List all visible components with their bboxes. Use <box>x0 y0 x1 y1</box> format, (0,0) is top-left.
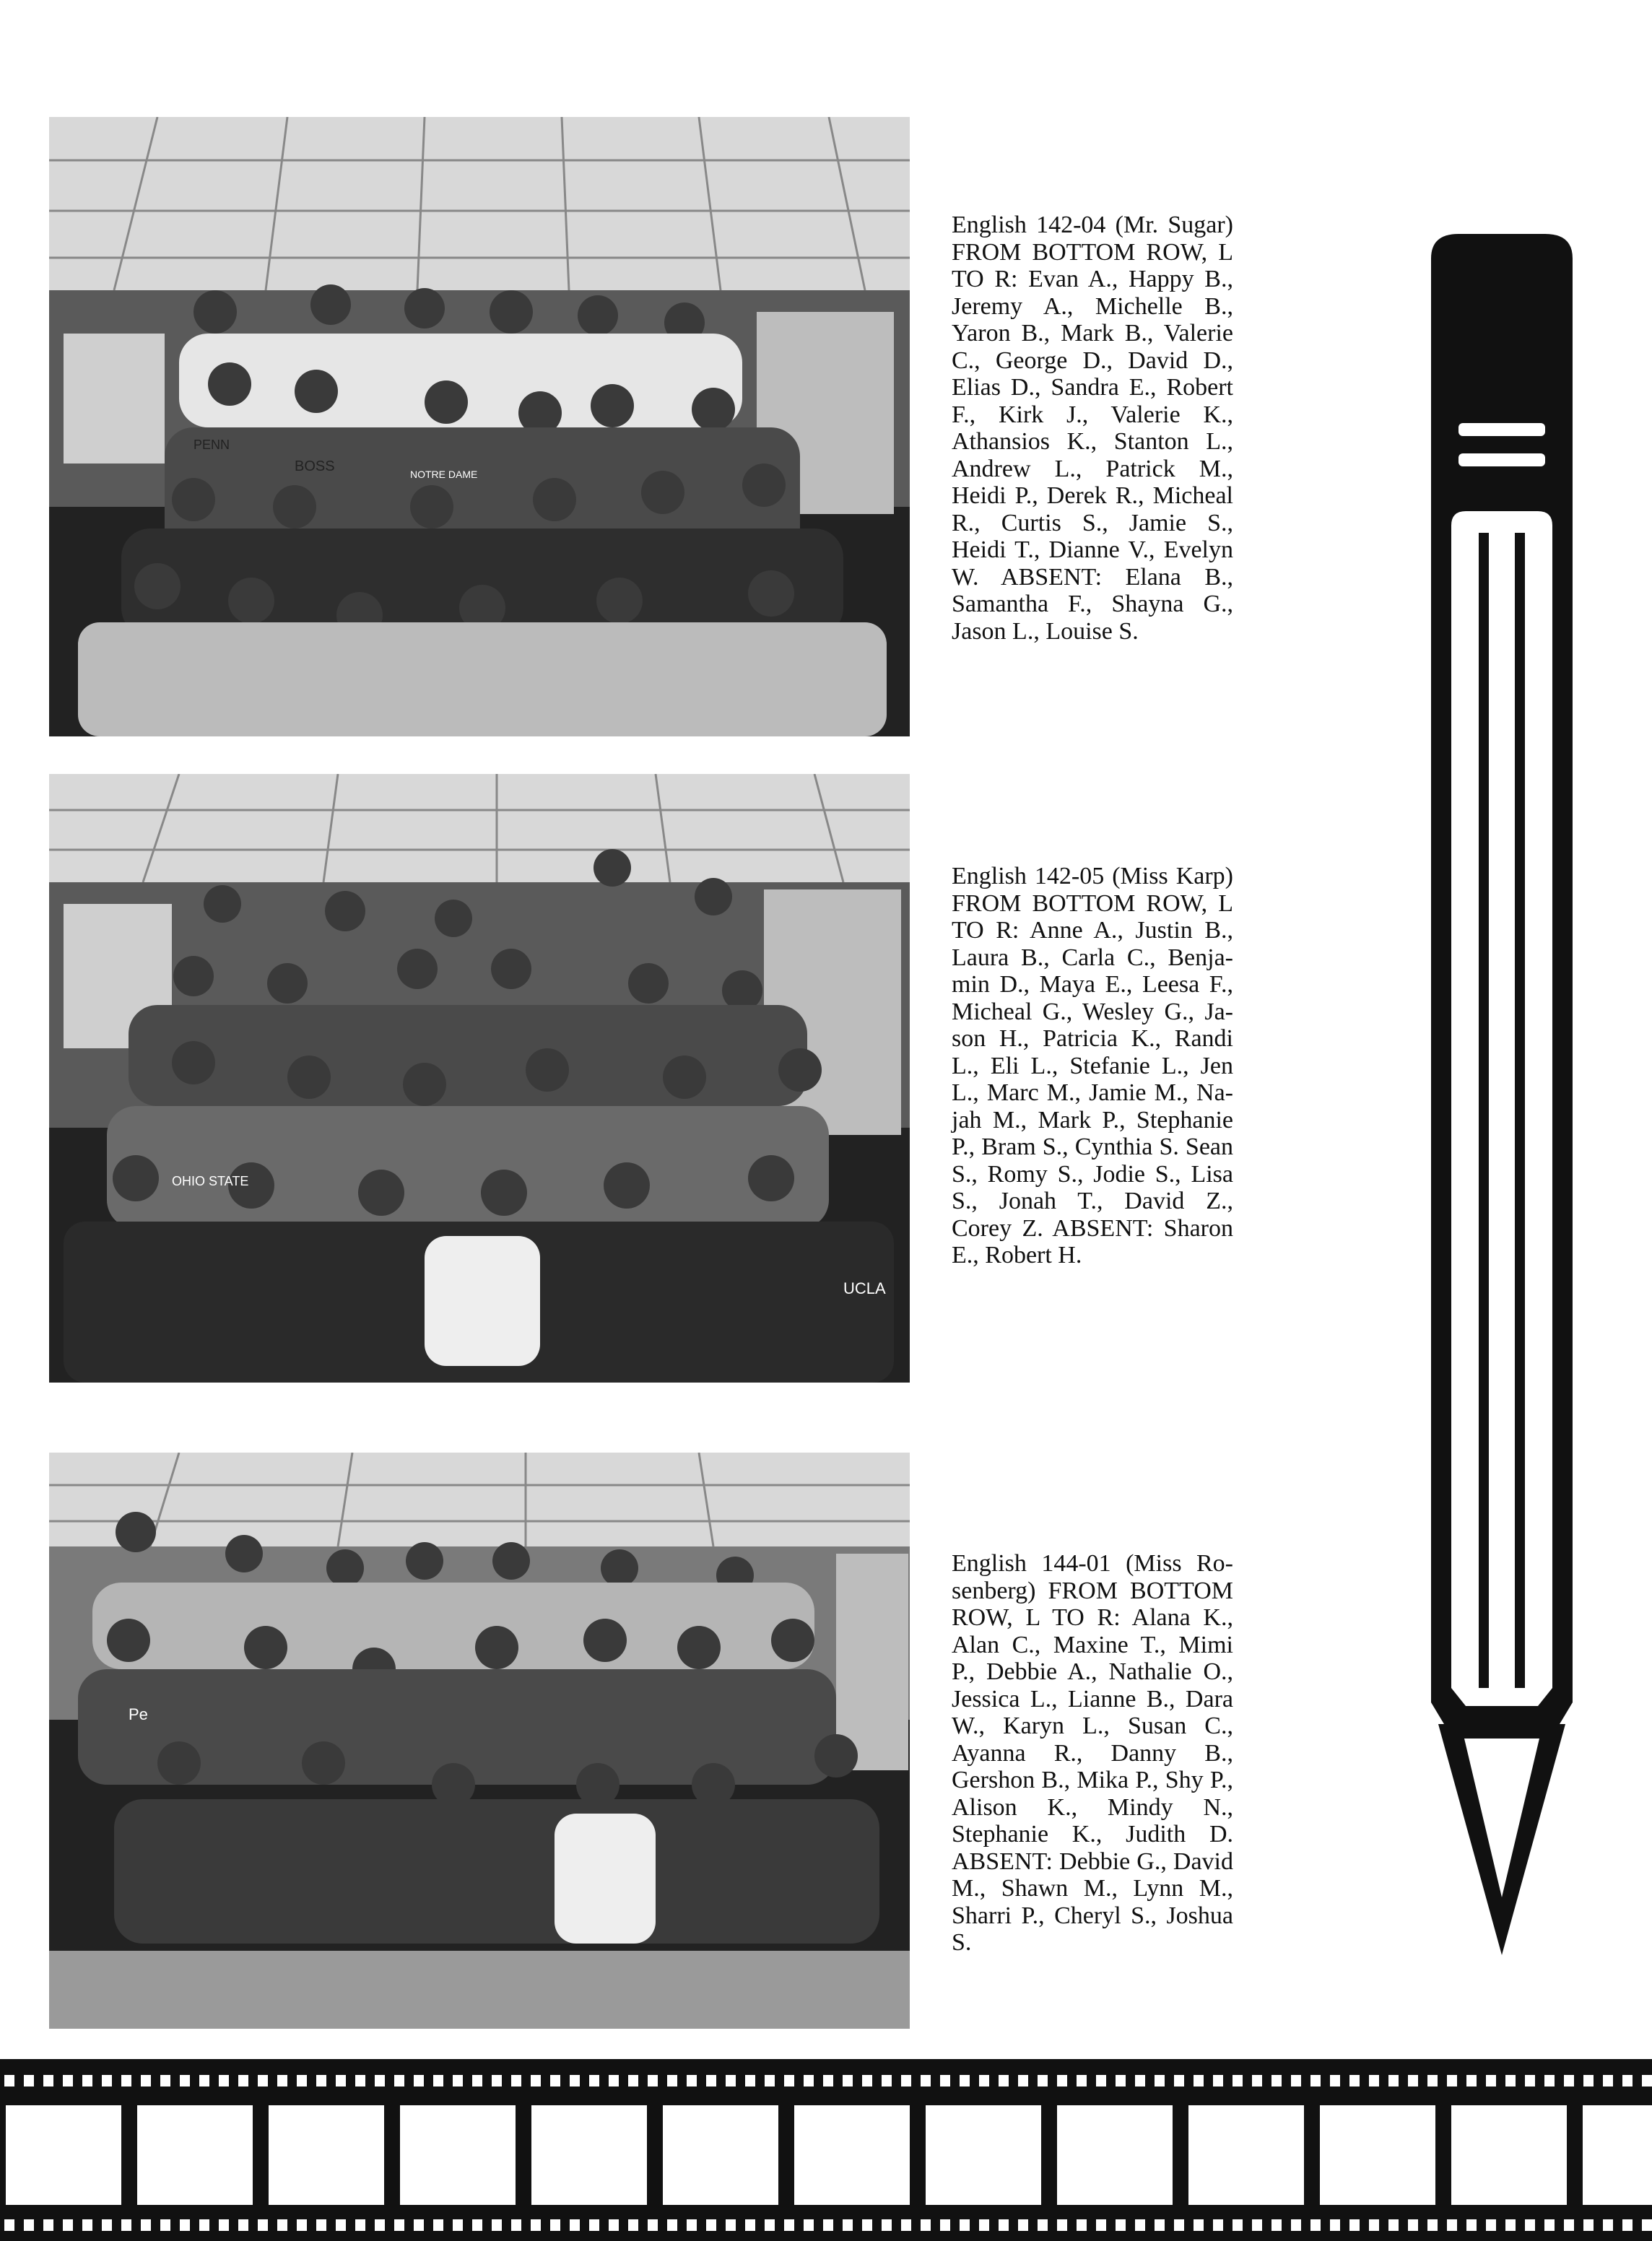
class-photo-english-144-01 <box>49 1453 910 2029</box>
film-perforation <box>589 2075 599 2086</box>
film-perforation <box>784 2219 794 2231</box>
film-perforation <box>219 2075 229 2086</box>
film-perforation <box>1116 2075 1126 2086</box>
film-perforation <box>1642 2075 1652 2086</box>
film-perforation <box>1310 2219 1321 2231</box>
film-perforation <box>1564 2219 1574 2231</box>
film-perforation <box>1057 2219 1067 2231</box>
film-perforation <box>1525 2219 1535 2231</box>
film-perforation <box>1194 2075 1204 2086</box>
film-perforation <box>1018 2219 1028 2231</box>
film-perforation <box>999 2219 1009 2231</box>
film-perforation <box>258 2075 268 2086</box>
film-perforation <box>648 2219 658 2231</box>
film-perforation <box>1310 2075 1321 2086</box>
film-perforation <box>784 2075 794 2086</box>
film-perforation <box>1622 2219 1633 2231</box>
film-perforation <box>180 2219 190 2231</box>
film-perforation <box>4 2219 14 2231</box>
film-perforation <box>394 2075 404 2086</box>
film-perforation <box>804 2075 814 2086</box>
film-perforation <box>258 2219 268 2231</box>
film-perforation <box>121 2219 131 2231</box>
film-perforation <box>453 2075 463 2086</box>
group-photo-image <box>49 1453 910 2029</box>
film-perforation <box>1155 2219 1165 2231</box>
film-perforation <box>1252 2219 1262 2231</box>
film-perforation <box>1213 2075 1223 2086</box>
film-perforation <box>589 2219 599 2231</box>
film-perforation <box>1038 2075 1048 2086</box>
film-perforation <box>63 2219 73 2231</box>
film-perforation <box>277 2219 287 2231</box>
film-perforation <box>1544 2219 1555 2231</box>
film-perforation <box>355 2075 365 2086</box>
film-perforation <box>921 2075 931 2086</box>
film-perforation <box>882 2075 892 2086</box>
film-perforation <box>1369 2219 1379 2231</box>
film-perforation <box>823 2219 833 2231</box>
film-perforation <box>550 2219 560 2231</box>
film-perforation <box>297 2075 307 2086</box>
film-perforation <box>628 2075 638 2086</box>
film-perforation <box>1583 2075 1594 2086</box>
film-perforation <box>882 2219 892 2231</box>
film-perforation <box>472 2075 482 2086</box>
film-perforation <box>414 2075 424 2086</box>
film-perforation <box>570 2075 580 2086</box>
film-perforation <box>960 2075 970 2086</box>
film-perforation <box>1388 2075 1399 2086</box>
film-perforation <box>1330 2075 1340 2086</box>
film-perforation <box>1038 2219 1048 2231</box>
film-perforation <box>355 2219 365 2231</box>
film-perforation <box>1096 2075 1106 2086</box>
film-perforation <box>316 2075 326 2086</box>
film-perforation <box>63 2075 73 2086</box>
film-perforation <box>745 2075 755 2086</box>
film-perforation <box>1077 2219 1087 2231</box>
film-perforation <box>1291 2075 1301 2086</box>
film-perforation <box>375 2219 385 2231</box>
film-perforation <box>1233 2075 1243 2086</box>
film-perforation <box>1642 2219 1652 2231</box>
film-perforation <box>277 2075 287 2086</box>
film-perforation <box>862 2075 872 2086</box>
film-perforation <box>940 2075 950 2086</box>
film-perforation <box>1505 2075 1516 2086</box>
film-perforation <box>1018 2075 1028 2086</box>
film-perforation <box>648 2075 658 2086</box>
film-perforation <box>1408 2219 1418 2231</box>
film-perforation <box>511 2075 521 2086</box>
film-frame <box>1188 2105 1304 2205</box>
film-perforation <box>1447 2219 1457 2231</box>
film-perforation <box>843 2075 853 2086</box>
film-perforation <box>609 2219 619 2231</box>
film-perforation <box>453 2219 463 2231</box>
film-perforation <box>1525 2075 1535 2086</box>
film-perforation <box>472 2219 482 2231</box>
film-perforation <box>1233 2219 1243 2231</box>
film-perforation <box>1427 2219 1438 2231</box>
film-perforation <box>238 2075 248 2086</box>
film-frame <box>1583 2105 1652 2205</box>
film-perforation <box>375 2075 385 2086</box>
film-perforation <box>1369 2075 1379 2086</box>
film-perforation <box>1544 2075 1555 2086</box>
film-frame <box>663 2105 778 2205</box>
film-perforation <box>1603 2219 1613 2231</box>
group-photo-image <box>49 774 910 1383</box>
film-perforation <box>667 2075 677 2086</box>
film-perforation <box>199 2075 209 2086</box>
film-perforation <box>1486 2075 1496 2086</box>
film-perforation <box>667 2219 677 2231</box>
film-perforation <box>940 2219 950 2231</box>
film-perforation <box>1116 2219 1126 2231</box>
shirt-text: OHIO STATE <box>172 1174 249 1188</box>
film-perforation <box>1135 2219 1145 2231</box>
film-perforation <box>1330 2219 1340 2231</box>
film-perforation <box>1466 2219 1477 2231</box>
class-caption: English 142-05 (Miss Karp) FROM BOTTOM ROW, L TO R: Anne A., Justin B., Laura B., Carla C., Benjamin D., Maya E., Leesa F., Micheal G., Wesley G., Jason H., Patricia K., Randi L., Eli L., Stefanie L., Jen L., Marc M., Jamie M., Najah M., Mark P., Stephanie P., Bram S., Cynthia S. Sean S., Romy S., Jodie S., Lisa S., Jonah T., David Z., Corey Z. ABSENT: Sharon E., Robert H. <box>952 863 1233 1269</box>
film-perforation <box>726 2075 736 2086</box>
film-frame <box>6 2105 121 2205</box>
film-perforation <box>609 2075 619 2086</box>
film-perforation <box>1564 2075 1574 2086</box>
film-perforation <box>1622 2075 1633 2086</box>
film-frame <box>1451 2105 1567 2205</box>
film-perforation <box>1447 2075 1457 2086</box>
film-perforation <box>1096 2219 1106 2231</box>
film-perforation <box>745 2219 755 2231</box>
film-perforation <box>1271 2219 1282 2231</box>
film-perforation <box>394 2219 404 2231</box>
film-perforation <box>706 2075 716 2086</box>
film-perforation <box>102 2075 112 2086</box>
film-perforation <box>765 2219 775 2231</box>
film-frame <box>1057 2105 1173 2205</box>
class-caption: English 144-01 (Miss Rosenberg) FROM BOTTOM ROW, L TO R: Alana K., Alan C., Maxine T., Mimi P., Debbie A., Nathalie O., Jessica L., Lianne B., Dara W., Karyn L., Susan C., Ayanna R., Danny B., Gershon B., Mika P., Shy P., Alison K., Mindy N., Stephanie K., Judith D. ABSENT: Debbie G., David M., Shawn M., Lynn M., Sharri P., Cheryl S., Joshua S. <box>952 1550 1233 1956</box>
film-perforation <box>4 2075 14 2086</box>
film-perforation <box>1077 2075 1087 2086</box>
film-perforation <box>199 2219 209 2231</box>
film-perforation <box>1174 2219 1184 2231</box>
film-perforation <box>687 2219 697 2231</box>
group-photo-image <box>49 117 910 736</box>
film-perforation <box>1194 2219 1204 2231</box>
film-frame <box>794 2105 910 2205</box>
film-perforation <box>804 2219 814 2231</box>
film-perforation <box>979 2075 989 2086</box>
film-perforation <box>1349 2075 1360 2086</box>
film-perforation <box>765 2075 775 2086</box>
film-perforation <box>823 2075 833 2086</box>
pencil-icon <box>1422 230 1581 1955</box>
film-frame <box>137 2105 253 2205</box>
film-perforation <box>1427 2075 1438 2086</box>
film-perforation <box>531 2075 541 2086</box>
film-perforation <box>706 2219 716 2231</box>
film-perforation <box>82 2219 92 2231</box>
film-frame <box>269 2105 384 2205</box>
film-perforation <box>336 2219 346 2231</box>
film-perforation <box>238 2219 248 2231</box>
film-perforation <box>1213 2219 1223 2231</box>
film-perforation <box>687 2075 697 2086</box>
film-frame <box>926 2105 1041 2205</box>
film-perforation <box>1466 2075 1477 2086</box>
film-perforation <box>24 2075 34 2086</box>
film-perforation <box>726 2219 736 2231</box>
film-perforation <box>82 2075 92 2086</box>
film-perforation <box>1291 2219 1301 2231</box>
film-perforation <box>1057 2075 1067 2086</box>
film-perforation <box>1505 2219 1516 2231</box>
film-perforation <box>141 2075 151 2086</box>
film-perforation <box>297 2219 307 2231</box>
film-perforation <box>24 2219 34 2231</box>
film-perforation <box>102 2219 112 2231</box>
film-perforation <box>160 2219 170 2231</box>
film-perforation <box>336 2075 346 2086</box>
class-photo-english-142-05 <box>49 774 910 1383</box>
film-perforation <box>43 2075 53 2086</box>
film-frame <box>1320 2105 1435 2205</box>
film-perforation <box>43 2219 53 2231</box>
film-perforation <box>141 2219 151 2231</box>
film-perforation <box>511 2219 521 2231</box>
film-perforation <box>414 2219 424 2231</box>
film-perforation <box>999 2075 1009 2086</box>
shirt-text: BOSS <box>295 458 335 474</box>
film-strip <box>0 2059 1652 2241</box>
class-caption: English 142-04 (Mr. Sugar) FROM BOTTOM ROW, L TO R: Evan A., Happy B., Jeremy A., Michelle B., Yaron B., Mark B., Valerie C., George D., David D., Elias D., Sandra E., Robert F., Kirk J., Valerie K., Athansios K., Stanton L., Andrew L., Patrick M., Heidi P., Derek R., Micheal R., Curtis S., Jamie S., Heidi T., Dianne V., Evelyn W. ABSENT: Elana B., Samantha F., Shayna G., Jason L., Louise S. <box>952 212 1233 645</box>
class-photo-english-142-04 <box>49 117 910 736</box>
film-perforation <box>1583 2219 1594 2231</box>
film-perforation <box>862 2219 872 2231</box>
film-perforation <box>1603 2075 1613 2086</box>
film-perforation <box>550 2075 560 2086</box>
film-perforation <box>960 2219 970 2231</box>
film-perforation <box>180 2075 190 2086</box>
film-perforation <box>979 2219 989 2231</box>
film-perforation <box>1271 2075 1282 2086</box>
film-perforation <box>901 2219 911 2231</box>
film-perforation <box>1349 2219 1360 2231</box>
film-perforation <box>570 2219 580 2231</box>
shirt-text: Pe <box>129 1705 148 1723</box>
film-perforation <box>121 2075 131 2086</box>
film-perforation <box>433 2075 443 2086</box>
film-perforation <box>901 2075 911 2086</box>
film-perforation <box>1135 2075 1145 2086</box>
film-perforation <box>492 2075 502 2086</box>
film-frame <box>531 2105 647 2205</box>
film-perforation <box>1408 2075 1418 2086</box>
film-perforation <box>921 2219 931 2231</box>
shirt-text: NOTRE DAME <box>410 469 478 480</box>
film-perforation <box>1388 2219 1399 2231</box>
film-perforation <box>316 2219 326 2231</box>
film-perforation <box>531 2219 541 2231</box>
film-perforation <box>160 2075 170 2086</box>
film-perforation <box>843 2219 853 2231</box>
film-frame <box>400 2105 516 2205</box>
film-perforation <box>1486 2219 1496 2231</box>
film-perforation <box>219 2219 229 2231</box>
shirt-text: UCLA <box>843 1279 886 1297</box>
shirt-text: PENN <box>194 438 230 452</box>
film-perforation <box>492 2219 502 2231</box>
film-perforation <box>433 2219 443 2231</box>
film-perforation <box>1252 2075 1262 2086</box>
film-perforation <box>628 2219 638 2231</box>
film-perforation <box>1174 2075 1184 2086</box>
film-perforation <box>1155 2075 1165 2086</box>
